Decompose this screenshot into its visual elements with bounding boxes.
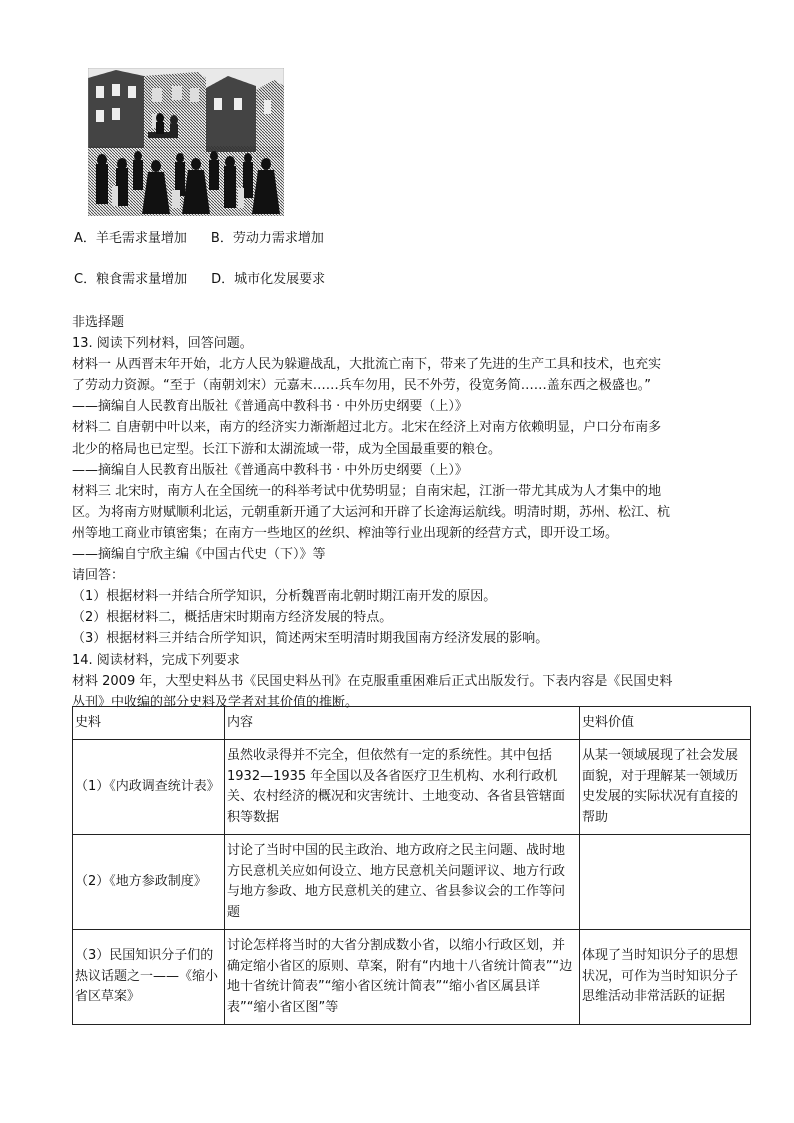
cell-value: 体现了当时知识分子的思想状况，可作为当时知识分子思维活动非常活跃的证据 bbox=[580, 930, 751, 1025]
option-d[interactable]: D．城市化发展要求 bbox=[211, 272, 326, 287]
q14-title: 14. 阅读材料，完成下列要求 bbox=[72, 652, 240, 668]
cell-source: （1）《内政调查统计表》 bbox=[73, 740, 225, 835]
table-row bbox=[73, 740, 751, 835]
q13-sub-question-3: （3）根据材料三并结合所学知识，简述两宋至明清时期我国南方经济发展的影响。 bbox=[72, 631, 549, 647]
non-choice-section bbox=[72, 312, 732, 713]
cell-content: 讨论了当时中国的民主政治、地方政府之民主问题、战时地方民意机关应如何设立、地方民意机关问题评议、地方行政与地方参政、地方民意机关的建立、省县参议会的工作等问题 bbox=[225, 835, 580, 930]
header-content: 内容 bbox=[225, 707, 580, 740]
q13-material-3-source: ——摘编自宁欣主编《中国古代史（下）》等 bbox=[72, 547, 326, 563]
q13-material-1-line: 材料一 从西晋末年开始，北方人民为躲避战乱，大批流亡南下，带来了先进的生产工具和技术，也充实 bbox=[72, 357, 662, 373]
cell-source: （3）民国知识分子们的热议话题之一——《缩小省区草案》 bbox=[73, 930, 225, 1025]
q13-material-1-source: ——摘编自人民教育出版社《普通高中教科书 · 中外历史纲要（上）》 bbox=[72, 399, 468, 415]
q13-material-1-line: 了劳动力资源。“至于（南朝刘宋）元嘉末……兵车勿用，民不外劳，役宽务简……盖东西之极盛也。” bbox=[72, 378, 651, 394]
cell-content: 讨论怎样将当时的大省分割成数小省，以缩小行政区划，并确定缩小省区的原则、草案，附有“内地十八省统计简表”“边地十省统计简表”“缩小省区统计简表”“缩小省区属县详表”“缩小省区图”等 bbox=[225, 930, 580, 1025]
engraving-picture bbox=[88, 68, 284, 216]
options-row-ab bbox=[74, 230, 324, 248]
cell-value-blank[interactable] bbox=[580, 835, 751, 930]
table-row bbox=[73, 930, 751, 1025]
historical-engraving-illustration bbox=[88, 68, 284, 216]
q13-material-2-line: 北少的格局也已定型。长江下游和太湖流域一带，成为全国最重要的粮仓。 bbox=[72, 441, 502, 457]
q14-intro-line: 丛刊》中收编的部分史料及学者对其价值的推断。 bbox=[72, 694, 359, 710]
table-row bbox=[73, 835, 751, 930]
q14-intro-line: 材料 2009 年，大型史料丛书《民国史料丛刊》在克服重重困难后正式出版发行。下表内容是《民国史料 bbox=[72, 673, 673, 689]
q13-material-3-line: 州等地工商业市镇密集；在南方一些地区的丝织、榨油等行业出现新的经营方式，即开设工场。 bbox=[72, 525, 619, 541]
cell-source: （2）《地方参政制度》 bbox=[73, 835, 225, 930]
q13-material-2-source: ——摘编自人民教育出版社《普通高中教科书 · 中外历史纲要（上）》 bbox=[72, 462, 468, 478]
header-source: 史料 bbox=[73, 707, 225, 740]
q13-material-3-line: 区。为将南方财赋顺利北运，元朝重新开通了大运河和开辟了长途海运航线。明清时期，苏州、松江、杭 bbox=[72, 504, 671, 520]
historical-sources-table bbox=[72, 706, 751, 1025]
header-value: 史料价值 bbox=[580, 707, 751, 740]
option-a[interactable]: A．羊毛需求量增加 bbox=[74, 231, 187, 246]
table-header-row bbox=[73, 707, 751, 740]
cell-content: 虽然收录得并不完全，但依然有一定的系统性。其中包括 1932—1935 年全国以及各省医疗卫生机构、水利行政机关、农村经济的概况和灾害统计、土地变动、各省县管辖面积等数据 bbox=[225, 740, 580, 835]
option-b[interactable]: B．劳动力需求增加 bbox=[210, 231, 324, 246]
q13-ask: 请回答： bbox=[72, 568, 125, 584]
q13-material-3-line: 材料三 北宋时，南方人在全国统一的科举考试中优势明显；自南宋起，江浙一带尤其成为人才集中的地 bbox=[72, 483, 662, 499]
option-c[interactable]: C．粮食需求量增加 bbox=[74, 272, 188, 287]
section-heading: 非选择题 bbox=[72, 315, 125, 330]
q13-sub-question-2: （2）根据材料二，概括唐宋时期南方经济发展的特点。 bbox=[72, 610, 393, 626]
q13-title: 13. 阅读下列材料，回答问题。 bbox=[72, 336, 253, 352]
q13-material-2-line: 材料二 自唐朝中叶以来，南方的经济实力渐渐超过北方。北宋在经济上对南方依赖明显，户口分布南多 bbox=[72, 420, 662, 436]
cell-value: 从某一领域展现了社会发展面貌，对于理解某一领域历史发展的实际状况有直接的帮助 bbox=[580, 740, 751, 835]
options-row-cd bbox=[74, 271, 325, 289]
q13-sub-question-1: （1）根据材料一并结合所学知识，分析魏晋南北朝时期江南开发的原因。 bbox=[72, 589, 497, 605]
